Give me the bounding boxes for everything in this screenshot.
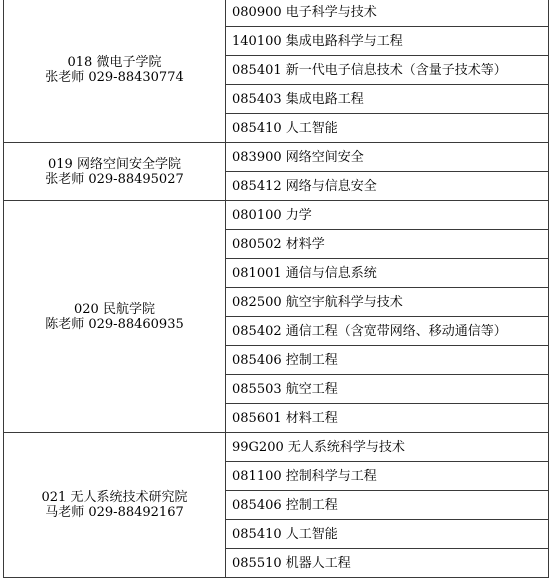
- school-name: 019 网络空间安全学院: [48, 156, 181, 172]
- major-cell: 085412 网络与信息安全: [226, 172, 549, 201]
- major-cell: 085410 人工智能: [226, 114, 549, 143]
- major-cell: 085402 通信工程（含宽带网络、移动通信等）: [226, 317, 549, 346]
- program-table: [3, 0, 549, 578]
- major-cell: 99G200 无人系统科学与技术: [226, 433, 549, 462]
- school-contact: 马老师 029-88492167: [45, 505, 184, 520]
- major-cell: 085403 集成电路工程: [226, 85, 549, 114]
- major-cell: 085406 控制工程: [226, 491, 549, 520]
- table-row: [4, 201, 549, 230]
- program-table-body: [4, 0, 549, 578]
- school-name: 020 民航学院: [74, 301, 155, 317]
- school-cell: [4, 433, 226, 578]
- major-cell: 080100 力学: [226, 201, 549, 230]
- major-cell: 083900 网络空间安全: [226, 143, 549, 172]
- major-cell: 085406 控制工程: [226, 346, 549, 375]
- school-contact: 陈老师 029-88460935: [45, 316, 184, 332]
- table-row: [4, 0, 549, 27]
- major-cell: 080502 材料学: [226, 230, 549, 259]
- major-cell: 080900 电子科学与技术: [226, 0, 549, 27]
- school-cell: [4, 0, 226, 143]
- major-cell: 085503 航空工程: [226, 375, 549, 404]
- major-cell: 085510 机器人工程: [226, 549, 549, 578]
- major-cell: 082500 航空宇航科学与技术: [226, 288, 549, 317]
- school-cell: [4, 201, 226, 433]
- major-cell: 085410 人工智能: [226, 520, 549, 549]
- school-cell: [4, 143, 226, 201]
- major-cell: 085601 材料工程: [226, 404, 549, 433]
- major-cell: 081100 控制科学与工程: [226, 462, 549, 491]
- major-cell: 140100 集成电路科学与工程: [226, 27, 549, 56]
- table-row: [4, 433, 549, 462]
- table-row: [4, 143, 549, 172]
- school-name: 018 微电子学院: [67, 55, 162, 70]
- school-contact: 张老师 029-88430774: [45, 70, 184, 85]
- school-name: 021 无人系统技术研究院: [41, 490, 188, 505]
- school-contact: 张老师 029-88495027: [45, 171, 184, 187]
- major-cell: 081001 通信与信息系统: [226, 259, 549, 288]
- major-cell: 085401 新一代电子信息技术（含量子技术等）: [226, 56, 549, 85]
